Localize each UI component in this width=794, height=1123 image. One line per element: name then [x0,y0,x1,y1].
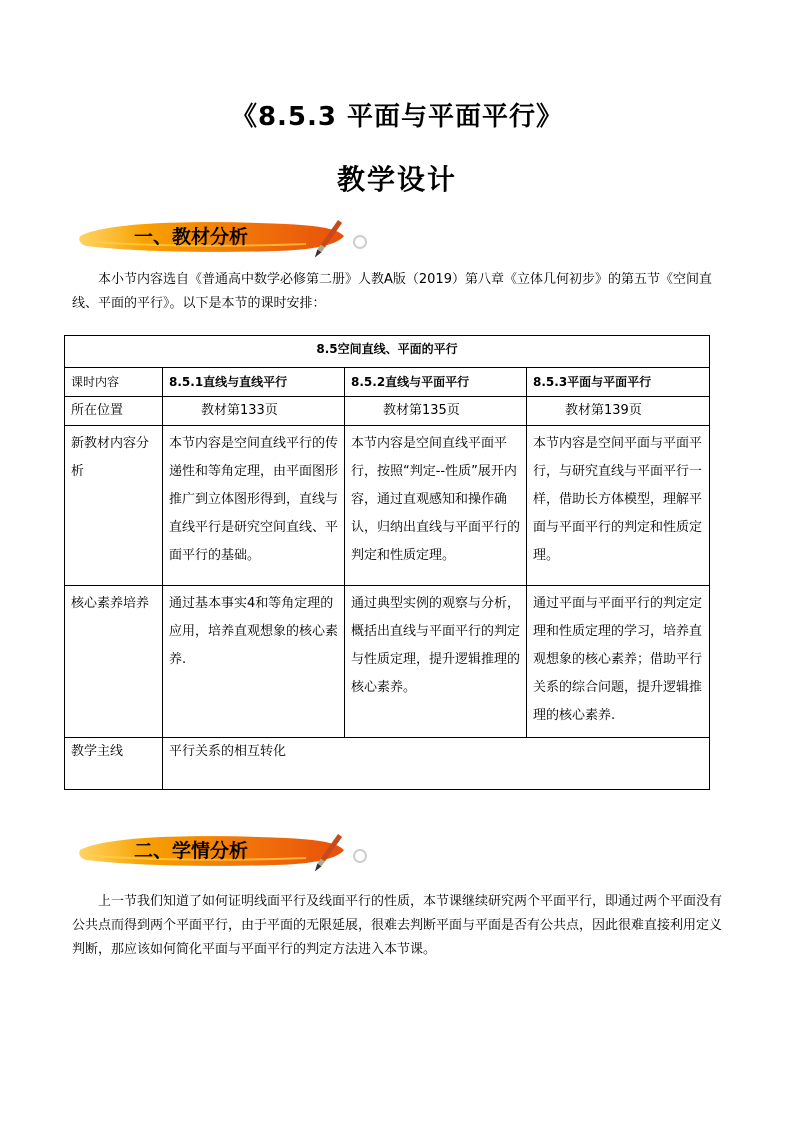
table-caption: 8.5空间直线、平面的平行 [65,336,710,368]
table-caption-row [65,336,710,368]
table-cell: 本节内容是空间直线平行的传递性和等角定理，由平面图形推广到立体图形得到，直线与直线平行是研究空间直线、平面平行的基础。 [163,426,345,586]
document-subtitle: 教学设计 [336,163,457,196]
table-row [65,586,710,738]
table-cell: 课时内容 [65,368,163,397]
table-cell: 平行关系的相互转化 [163,738,710,790]
table-cell: 所在位置 [65,397,163,426]
table-cell: 核心素养培养 [65,586,163,738]
table-row [65,426,710,586]
table-cell: 通过基本事实4和等角定理的应用，培养直观想象的核心素养. [163,586,345,738]
lesson-plan-table [64,335,710,790]
table-cell: 8.5.1直线与直线平行 [163,368,345,397]
table-row [65,397,710,426]
table-cell: 教材第133页 [163,397,345,426]
section-banner-1 [76,214,376,258]
table-cell: 通过典型实例的观察与分析，概括出直线与平面平行的判定与性质定理，提升逻辑推理的核心素养。 [345,586,527,738]
document-title: 《8.5.3 平面与平面平行》 [230,102,564,132]
section-banner-2 [76,828,376,872]
table-cell: 教材第135页 [345,397,527,426]
section-heading-2: 二、学情分析 [134,840,249,862]
table-cell: 本节内容是空间平面与平面平行，与研究直线与平面平行一样，借助长方体模型，理解平面与平面平行的判定和性质定理。 [527,426,710,586]
intro-paragraph: 本小节内容选自《普通高中数学必修第二册》人教A版（2019）第八章《立体几何初步》的第五节《空间直线、平面的平行》。以下是本节的课时安排： [72,272,712,311]
table-cell: 本节内容是空间直线平面平行，按照“判定--性质”展开内容，通过直观感知和操作确认，归纳出直线与平面平行的判定和性质定理。 [345,426,527,586]
table-cell: 新教材内容分析 [65,426,163,586]
table-cell: 通过平面与平面平行的判定定理和性质定理的学习，培养直观想象的核心素养；借助平行关系的综合问题，提升逻辑推理的核心素养. [527,586,710,738]
table-row [65,368,710,397]
learning-analysis-paragraph: 上一节我们知道了如何证明线面平行及线面平行的性质，本节课继续研究两个平面平行，即通过两个平面没有公共点而得到两个平面平行，由于平面的无限延展，很难去判断平面与平面是否有公共点，因此很难直接利用定义判断，那应该如何简化平面与平面平行的判定方法进入本节课。 [72,894,723,957]
table-cell: 教学主线 [65,738,163,790]
section-heading-1: 一、教材分析 [134,226,249,248]
table-cell: 教材第139页 [527,397,710,426]
table-cell: 8.5.3平面与平面平行 [527,368,710,397]
table-row [65,738,710,790]
table-cell: 8.5.2直线与平面平行 [345,368,527,397]
